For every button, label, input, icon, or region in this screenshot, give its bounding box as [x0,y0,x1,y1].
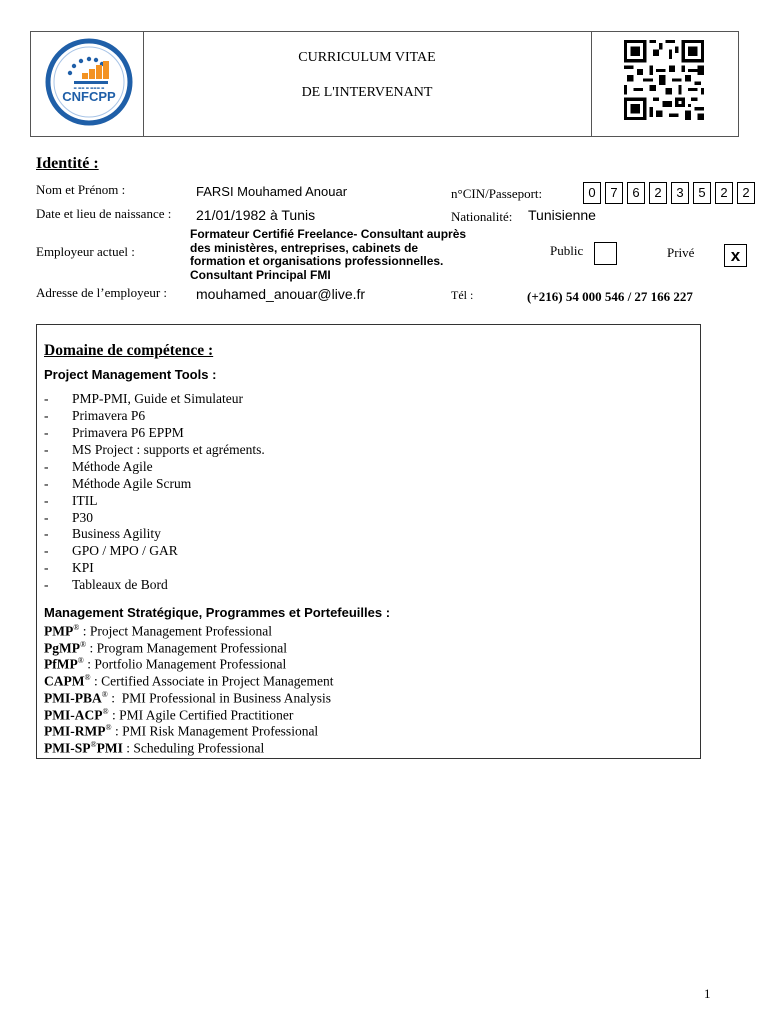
cert-registered-mark: ® [73,623,80,632]
cert-code: PfMP [44,656,78,672]
name-value: FARSI Mouhamed Anouar [196,184,348,199]
cin-digit: 2 [737,182,755,204]
public-checkbox[interactable] [594,242,617,265]
tool-label: Business Agility [72,526,161,541]
cert-desc: Portfolio Management Professional [94,656,287,672]
cert-separator: : [122,740,134,756]
employer-line: Formateur Certifié Freelance- Consultant auprès [190,227,467,241]
cert-registered-mark: ® [101,690,108,699]
page-number: 1 [704,986,711,1001]
cin-digit: 6 [627,182,645,204]
competences-box [36,324,701,759]
list-item: - KPI [44,560,94,575]
cv-header [30,31,739,137]
cert-desc: Scheduling Professional [133,740,265,756]
cert-registered-mark: ® [90,740,97,749]
title-line-2: DE L'INTERVENANT [301,85,433,100]
cert-separator: : [86,640,97,656]
employer-line: formation et organisations professionnelles. [190,254,444,268]
cert-separator: : [79,623,90,639]
cert-row [44,740,264,757]
cert-code: PMP [44,623,74,639]
cert-row [44,673,334,690]
cert-registered-mark: ® [77,656,84,665]
employer-label: Employeur actuel : [36,244,135,259]
cin-digits [583,182,759,206]
tel-value: (+216) 54 000 546 / 27 166 227 [527,289,693,304]
cert-code-suffix: PMI [96,740,123,756]
logo-cell [31,32,144,136]
cert-row [44,640,287,657]
tool-label: MS Project : supports et agréments. [72,442,265,457]
birth-label: Date et lieu de naissance : [36,206,172,221]
tool-label: Méthode Agile [72,459,153,474]
cert-registered-mark: ® [80,640,87,649]
nationality-value: Tunisienne [528,207,596,223]
cert-code: PMI-SP [44,740,91,756]
address-value: mouhamed_anouar@live.fr [196,286,366,302]
qr-code-icon [624,40,704,120]
name-label: Nom et Prénom : [36,182,126,197]
cert-registered-mark: ® [102,707,109,716]
cert-desc: PMI Professional in Business Analysis [121,690,331,706]
tool-label: KPI [72,560,94,575]
cert-code: PMI-RMP [44,723,106,739]
public-label: Public [550,243,584,258]
cert-separator: : [111,723,123,739]
cert-row [44,656,286,673]
list-item: - Méthode Agile [44,459,153,474]
cin-digit: 3 [671,182,689,204]
title-line-1: CURRICULUM VITAE [298,50,436,65]
cert-row [44,623,272,640]
identity-heading: Identité : [36,155,99,172]
list-item: - PMP-PMI, Guide et Simulateur [44,391,243,406]
tel-label: Tél : [451,288,474,302]
cert-row [44,707,293,724]
cert-desc: Program Management Professional [96,640,288,656]
cert-row [44,690,331,707]
list-item: - Business Agility [44,526,161,541]
tool-label: Méthode Agile Scrum [72,476,192,491]
svg-text:▬ ▬▬ ▬ ▬▬▬ ▬: ▬ ▬▬ ▬ ▬▬▬ ▬ [73,86,105,90]
cert-separator: : [90,673,102,689]
birth-value: 21/01/1982 à Tunis [196,207,316,223]
cin-digit: 0 [583,182,601,204]
cert-desc: PMI Agile Certified Practitioner [119,707,294,723]
employer-value [190,228,466,282]
tool-label: P30 [72,510,94,525]
prive-label: Privé [667,245,695,260]
tool-label: Primavera P6 [72,408,146,423]
tool-label: PMP-PMI, Guide et Simulateur [72,391,243,406]
cert-registered-mark: ® [105,723,112,732]
list-item: - Méthode Agile Scrum [44,476,192,491]
employer-line: Consultant Principal FMI [190,267,331,282]
list-item: - ITIL [44,493,98,508]
cert-code: CAPM [44,673,85,689]
cert-row [44,723,318,740]
cert-code: PMI-PBA [44,690,102,706]
list-item: - MS Project : supports et agréments. [44,442,265,457]
competences-heading: Domaine de compétence : [44,342,214,359]
list-item: - P30 [44,510,94,525]
nationality-label: Nationalité: [451,209,513,224]
cert-separator: : [83,656,95,672]
address-label: Adresse de l’employeur : [36,285,168,300]
cin-digit: 2 [649,182,667,204]
cert-separator: : [108,707,120,723]
tool-label: Primavera P6 EPPM [72,425,184,440]
cert-separator: : [107,690,122,706]
mgmt-heading: Management Stratégique, Programmes et Portefeuilles : [44,605,391,620]
cert-code: PMI-ACP [44,707,103,723]
list-item: - GPO / MPO / GAR [44,543,178,558]
list-item: - Primavera P6 [44,408,146,423]
tool-label: GPO / MPO / GAR [72,543,178,558]
cin-digit: 2 [715,182,733,204]
cin-digit: 7 [605,182,623,204]
logo-text: CNFCPP [62,89,116,104]
cin-label: n°CIN/Passeport: [451,186,543,201]
cin-digit: 5 [693,182,711,204]
prive-checkbox[interactable]: x [724,244,747,267]
tool-label: Tableaux de Bord [72,577,168,592]
title-cell [143,32,592,136]
list-item: - Primavera P6 EPPM [44,425,184,440]
cnfcpp-logo [44,37,134,127]
qr-cell [591,32,738,136]
cert-registered-mark: ® [84,673,91,682]
cert-desc: Certified Associate in Project Management [101,673,334,689]
tool-label: ITIL [72,493,98,508]
cert-desc: PMI Risk Management Professional [122,723,319,739]
list-item: - Tableaux de Bord [44,577,168,592]
tools-heading: Project Management Tools : [44,367,217,382]
cert-desc: Project Management Professional [89,623,273,639]
cert-code: PgMP [44,640,80,656]
employer-line: des ministères, entreprises, cabinets de [190,240,419,255]
